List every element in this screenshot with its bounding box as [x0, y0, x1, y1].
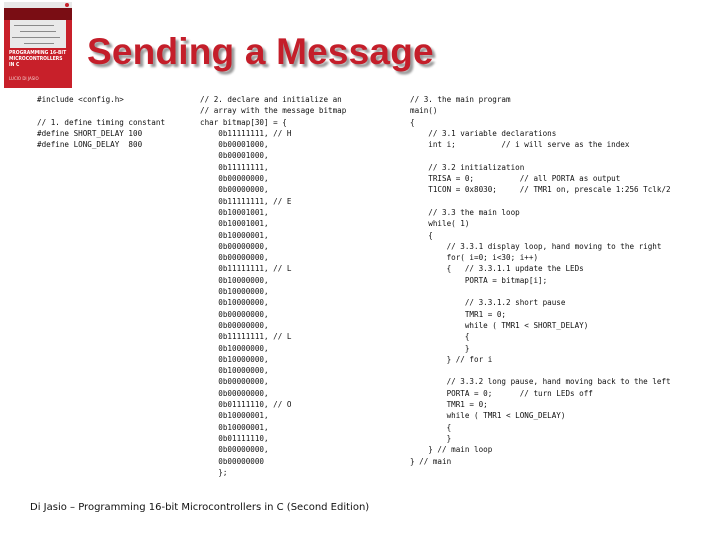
cover-circuit-art [10, 20, 66, 48]
cover-title: PROGRAMMING 16-BIT MICROCONTROLLERS IN C [9, 50, 67, 68]
publisher-logo [65, 3, 69, 7]
code-column-main: // 3. the main program main() { // 3.1 variable declarations int i; // i will serve as the index // 3.2 initialization TRISA = 0; // all PORTA as output T1CON = 0x8030; // TMR1 on, prescale 1:256 Tclk/2 // 3.3 the main loop while( 1) { // 3.3.1 display loop, hand moving to the right for( i=0; i<30; i++) { // 3.3.1.1 update the LEDs PORTA = bitmap[i]; // 3.3.1.2 short pause TMR1 = 0; while ( TMR1 < SHORT_DELAY) { } } // for i // 3.3.2 long pause, hand moving back to the left PORTA = 0; // turn LEDs off TMR1 = 0; while ( TMR1 < LONG_DELAY) { } } // main loop } // main [410, 95, 671, 466]
cover-author: LUCIO DI JASIO [9, 76, 39, 81]
slide-footer: Di Jasio – Programming 16-bit Microcontrollers in C (Second Edition) [30, 502, 370, 513]
code-column-includes: #include <config.h> // 1. define timing constant #define SHORT_DELAY 100 #define LONG_DELAY 800 [37, 95, 166, 150]
slide-title: Sending a Message [87, 31, 434, 72]
code-column-bitmap: // 2. declare and initialize an // array with the message bitmap char bitmap[30] = { 0b11111111, // H 0b00001000, 0b00001000, 0b11111111, 0b00000000, 0b00000000, 0b11111111, // E 0b10001001, 0b10001001, 0b10000001, 0b00000000, 0b00000000, 0b11111111, // L 0b10000000, 0b10000000, 0b10000000, 0b00000000, 0b00000000, 0b11111111, // L 0b10000000, 0b10000000, 0b10000000, 0b00000000, 0b00000000, 0b01111110, // O 0b10000001, 0b10000001, 0b01111110, 0b00000000, 0b00000000 }; [200, 95, 347, 477]
cover-band [4, 8, 72, 20]
book-cover-image [4, 2, 72, 88]
